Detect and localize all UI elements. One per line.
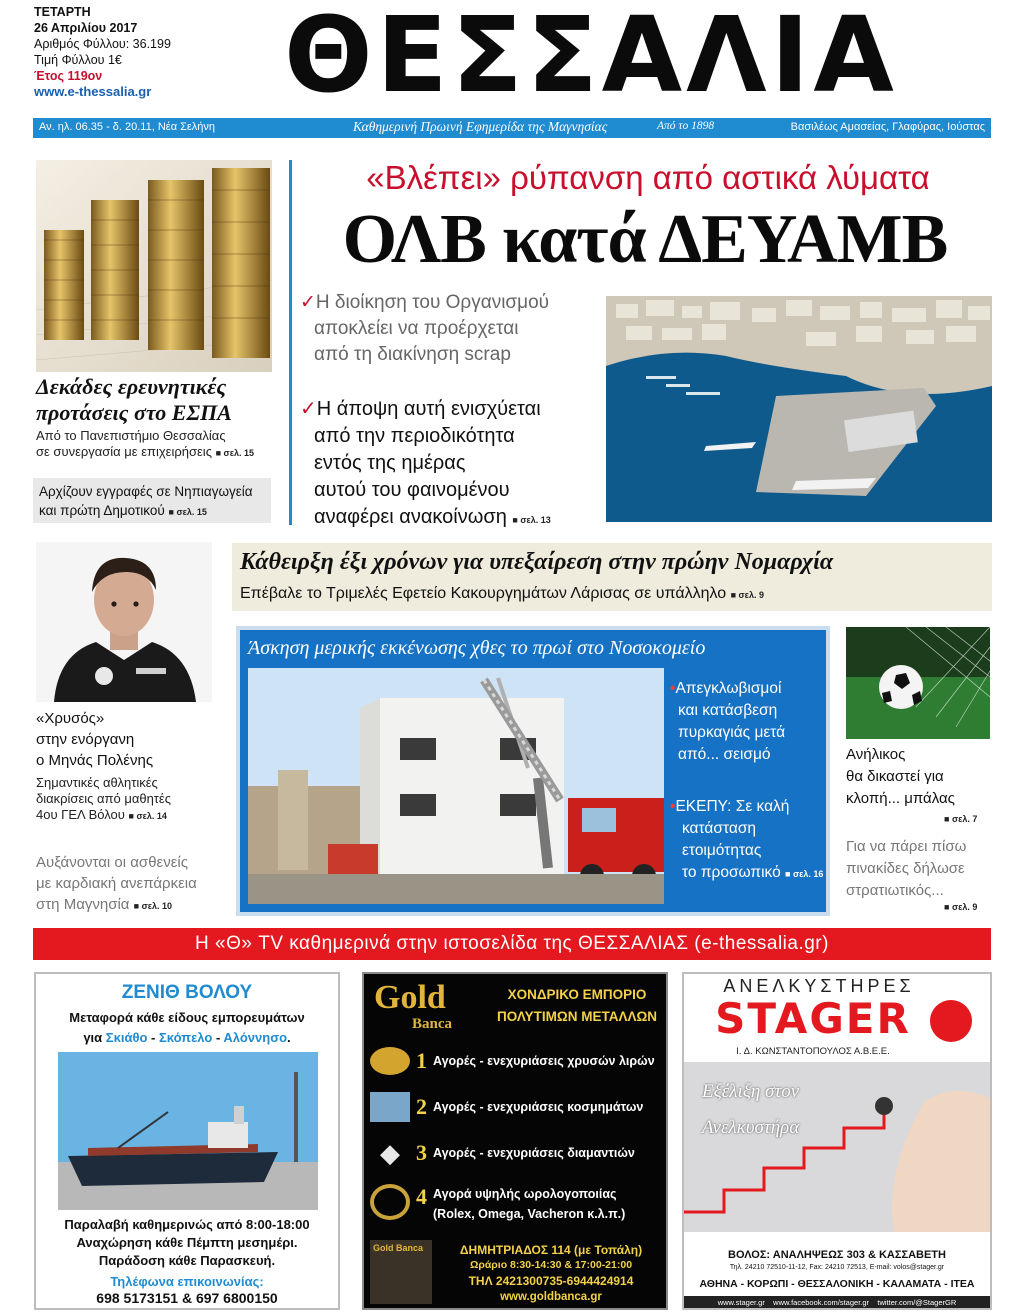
goldbanca-logo-banca: Banca (412, 1016, 453, 1032)
service-text: Αγορά υψηλής ωρολογοποιίας (433, 1187, 617, 1201)
goldbanca-service-2 (370, 1084, 666, 1130)
jewelry-icon (370, 1092, 410, 1122)
goldbanca-heading-2: ΠΟΛΥΤΙΜΩΝ ΜΕΤΑΛΛΩΝ (496, 1009, 658, 1024)
hospital-bullet-1-line4: από... σεισμό (678, 746, 771, 763)
coins-photo (36, 160, 272, 372)
stager-links[interactable]: www.stager.gr www.facebook.com/stager.gr twitter.com/@StagerGR (684, 1296, 990, 1310)
lead-bullet-2-line1: Η άποψη αυτή ενισχύεται (316, 398, 541, 420)
espa-headline[interactable] (36, 374, 276, 426)
stolen-ball-headline[interactable] (846, 744, 996, 810)
stolen-ball-line1: Ανήλικος (846, 746, 906, 763)
hospital-bullet-2-line4: το προσωπικό (682, 864, 781, 881)
athlete-summary (36, 775, 236, 824)
port-aerial-photo (606, 296, 992, 522)
plates-line2: πινακίδες δήλωσε (846, 860, 965, 877)
lead-bullet-2 (300, 396, 605, 534)
heart-headline-line1: Αυξάνονται οι ασθενείς (36, 854, 188, 871)
zenith-schedule (36, 1216, 338, 1270)
lead-bullet-1-line1: Η διοίκηση του Οργανισμού (315, 292, 550, 313)
service-number: 2 (416, 1094, 427, 1119)
diamond-icon: ◆ (380, 1137, 400, 1168)
sun-moon-info: Αν. ηλ. 06.35 - δ. 20.11, Νέα Σελήνη (39, 121, 216, 133)
check-icon: ✓ (300, 398, 317, 420)
stager-slogan-2: Ανελκυστήρα (702, 1117, 800, 1138)
stager-top: ΑΝΕΛΚΥΣΤΗΡΕΣ (723, 976, 915, 996)
goldbanca-storefront (370, 1240, 432, 1304)
lead-bullet-2-line3: εντός της ημέρας (314, 452, 466, 474)
athlete-photo (36, 542, 212, 702)
goldbanca-heading (488, 984, 666, 1028)
plates-page-ref: ■ σελ. 9 (944, 902, 977, 912)
lead-kicker[interactable]: «Βλέπει» ρύπανση από αστικά λύματα (366, 159, 930, 196)
ship-photo (58, 1052, 318, 1210)
stolen-ball-line3: κλοπή... μπάλας (846, 790, 955, 807)
athlete-headline-line3: ο Μηνάς Πολένης (36, 752, 154, 769)
check-icon: ✓ (300, 292, 316, 313)
stager-ad[interactable] (682, 972, 992, 1310)
hospital-headline: Άσκηση μερικής εκκένωσης χθες το πρωί στο Νοσοκομείο (248, 637, 706, 659)
issue-number: Αριθμός Φύλλου: 36.199 (34, 37, 171, 51)
since-year: Από το 1898 (657, 120, 715, 132)
hospital-bullet-2 (670, 796, 826, 885)
sentence-page-ref: ■ σελ. 9 (731, 590, 764, 600)
stolen-ball-line2: θα δικαστεί για (846, 768, 944, 785)
athlete-summary-line1: Σημαντικές αθλητικές (36, 775, 158, 790)
plates-line1: Για να πάρει πίσω (846, 838, 967, 855)
espa-summary-line1: Από το Πανεπιστήμιο Θεσσαλίας (36, 428, 226, 443)
masthead-title: ΘΕΣΣΑΛΙΑ (284, 0, 898, 116)
heart-headline-line2: με καρδιακή ανεπάρκεια (36, 875, 197, 892)
tv-banner[interactable]: Η «Θ» TV καθημερινά στην ιστοσελίδα της ΘΕΣΣΑΛΙΑΣ (e-thessalia.gr) (33, 928, 991, 960)
newspaper-tagline: Καθημερινή Πρωινή Εφημερίδα της Μαγνησίας (353, 119, 608, 134)
plates-headline[interactable] (846, 836, 996, 902)
watch-icon (370, 1184, 410, 1220)
stager-brand: STAGER (715, 994, 911, 1043)
lead-bullet-2-line4: αυτού του φαινομένου (314, 479, 510, 501)
goldbanca-service-1 (370, 1038, 666, 1084)
hospital-bullet-1-line2: και κατάσβεση (678, 702, 778, 719)
stolen-ball-page-ref: ■ σελ. 7 (944, 814, 977, 824)
hospital-page-ref: ■ σελ. 16 (785, 869, 823, 879)
athlete-summary-line2: διακρίσεις από μαθητές (36, 791, 171, 806)
column-divider (289, 160, 292, 525)
stager-contact (684, 1248, 990, 1273)
goldbanca-heading-1: ΧΟΝΔΡΙΚΟ ΕΜΠΟΡΙΟ (507, 987, 647, 1002)
goldbanca-service-3 (370, 1130, 666, 1176)
athlete-headline-line2: στην ενόργανη (36, 731, 135, 748)
espa-headline-line1: Δεκάδες ερευνητικές (36, 374, 227, 399)
hospital-bullet-2-line1: •ΕΚΕΠΥ: Σε καλή (670, 798, 790, 815)
goldbanca-shop-sign: Gold Banca (373, 1243, 424, 1253)
hospital-bullet-2-line3: ετοιμότητας (682, 842, 762, 859)
lead-bullet-2-line2: από την περιοδικότητα (314, 425, 515, 447)
zenith-title: ΖΕΝΙΘ ΒΟΛΟΥ (121, 982, 253, 1003)
stager-slogan (702, 1074, 872, 1146)
kindergarten-page-ref: ■ σελ. 15 (169, 507, 207, 517)
fire-truck-photo (248, 668, 664, 904)
zenith-line2-pre: για (83, 1030, 103, 1045)
athlete-headline[interactable] (36, 708, 236, 771)
lead-bullet-1-line2: αποκλείει να προέρχεται (314, 318, 519, 339)
stager-company: Ι. Δ. ΚΩΝΣΤΑΝΤΟΠΟΥΛΟΣ Α.Β.Ε.Ε. (736, 1046, 890, 1057)
zenith-schedule-2: Αναχώρηση κάθε Πέμπτη μεσημέρι. (76, 1235, 298, 1250)
name-days: Βασιλέως Αμασείας, Γλαφύρας, Ιούστας (790, 121, 985, 133)
service-text: Αγορές - ενεχυριάσεις διαμαντιών (433, 1146, 635, 1160)
goldbanca-service-4 (370, 1176, 666, 1222)
espa-summary (36, 428, 276, 461)
hospital-bullet-1-line3: πυρκαγιάς μετά (678, 724, 786, 741)
stager-logo-icon (930, 1000, 972, 1042)
hospital-bullet-1-text: Απεγκλωβισμοί (675, 680, 782, 697)
stager-address: ΒΟΛΟΣ: ΑΝΑΛΗΨΕΩΣ 303 & ΚΑΣΣΑΒΕΤΗ (728, 1249, 946, 1261)
goldbanca-hours: Ωράριο 8:30-14:30 & 17:00-21:00 (469, 1259, 633, 1271)
stager-slogan-1: Εξέλιξη στον (702, 1081, 800, 1102)
kindergarten-box[interactable] (33, 478, 271, 523)
service-text: Αγορές - ενεχυριάσεις κοσμημάτων (433, 1100, 644, 1114)
zenith-line2: για Σκιάθο - Σκόπελο - Αλόννησο. (83, 1030, 291, 1045)
goldbanca-address: ΔΗΜΗΤΡΙΑΔΟΣ 114 (με Τοπάλη) (459, 1243, 643, 1257)
gold-coin-icon (370, 1047, 410, 1075)
header-meta (34, 4, 194, 100)
lead-page-ref: ■ σελ. 13 (512, 515, 550, 525)
zenith-island-3: Αλόννησο (223, 1030, 288, 1045)
issue-day: ΤΕΤΑΡΤΗ (34, 5, 91, 19)
service-number: 1 (416, 1048, 427, 1073)
service-4-text (433, 1184, 625, 1224)
goldbanca-contact (436, 1242, 666, 1305)
lead-bullet-2-line5: αναφέρει ανακοίνωση (314, 506, 507, 528)
espa-page-ref: ■ σελ. 15 (216, 448, 254, 458)
lead-bullet-1-line3: από τη διακίνηση scrap (314, 344, 511, 365)
lead-headline[interactable]: ΟΛΒ κατά ΔΕΥΑΜΒ (342, 201, 948, 278)
goldbanca-services (370, 1038, 666, 1222)
heart-headline-line3: στη Μαγνησία (36, 896, 130, 913)
zenith-schedule-3: Παράδοση κάθε Παρασκευή. (98, 1253, 276, 1268)
service-text: Αγορές - ενεχυριάσεις χρυσών λιρών (433, 1054, 655, 1068)
service-number: 3 (416, 1140, 427, 1165)
issue-price: Τιμή Φύλλου 1€ (34, 53, 122, 67)
hospital-bullet-2-line2: κατάσταση (682, 820, 757, 837)
athlete-page-ref: ■ σελ. 14 (129, 811, 167, 821)
sentence-summary-text: Επέβαλε το Τριμελές Εφετείο Κακουργημάτων Λάρισας σε υπάλληλο (240, 585, 727, 602)
athlete-headline-line1: «Χρυσός» (36, 710, 105, 727)
zenith-ad[interactable] (34, 972, 340, 1310)
zenith-tel-label: Τηλέφωνα επικοινωνίας: (110, 1274, 264, 1289)
zenith-schedule-1: Παραλαβή καθημερινώς από 8:00-18:00 (64, 1217, 310, 1232)
kindergarten-line2: και πρώτη Δημοτικού (39, 503, 165, 518)
hospital-bullet-2-text: ΕΚΕΠΥ: Σε καλή (675, 798, 790, 815)
hospital-bullet-1 (670, 678, 820, 766)
goldbanca-website[interactable]: www.goldbanca.gr (500, 1291, 602, 1303)
goldbanca-logo (374, 980, 484, 1033)
heart-page-ref: ■ σελ. 10 (134, 901, 172, 911)
goldbanca-logo-gold: Gold (374, 979, 446, 1016)
football-photo (846, 627, 990, 739)
plates-line3: στρατιωτικός... (846, 882, 944, 899)
espa-headline-line2: προτάσεις στο ΕΣΠΑ (36, 400, 232, 425)
zenith-island-1: Σκιάθο (105, 1030, 148, 1045)
athlete-summary-line3: 4ου ΓΕΛ Βόλου (36, 807, 125, 822)
kindergarten-line1: Αρχίζουν εγγραφές σε Νηπιαγωγεία (39, 484, 253, 499)
lead-bullet-1 (300, 290, 600, 368)
sentence-headline: Κάθειρξη έξι χρόνων για υπεξαίρεση στην πρώην Νομαρχία (240, 549, 834, 575)
service-number: 4 (416, 1184, 427, 1209)
espa-summary-line2: σε συνεργασία με επιχειρήσεις (36, 444, 212, 459)
goldbanca-brands: (Rolex, Omega, Vacheron κ.λ.π.) (433, 1207, 626, 1221)
website-link[interactable]: www.e-thessalia.gr (34, 84, 152, 99)
issue-date: 26 Απριλίου 2017 (34, 21, 138, 35)
zenith-line1: Μεταφορά κάθε είδους εμπορευμάτων (69, 1010, 305, 1025)
stager-cities: ΑΘΗΝΑ - ΚΟΡΩΠΙ - ΘΕΣΣΑΛΟΝΙΚΗ - ΚΑΛΑΜΑΤΑ - ΙΤΕΑ (699, 1278, 975, 1290)
stager-phone[interactable]: Τηλ. 24210 72510-11-12, Fax: 24210 72513, E-mail: volos@stager.gr (729, 1264, 945, 1271)
goldbanca-ad[interactable] (362, 972, 668, 1310)
goldbanca-phone[interactable]: ΤΗΛ 2421300735-6944424914 (468, 1274, 634, 1288)
heart-headline[interactable] (36, 852, 236, 917)
zenith-phones[interactable]: 698 5173151 & 697 6800150 (96, 1290, 278, 1306)
hospital-bullet-1-line1: •Απεγκλωβισμοί (670, 680, 782, 697)
issue-year: Έτος 119ον (34, 69, 103, 83)
sentence-summary (240, 582, 988, 607)
zenith-island-2: Σκόπελο (158, 1030, 213, 1045)
info-bar (33, 118, 991, 138)
